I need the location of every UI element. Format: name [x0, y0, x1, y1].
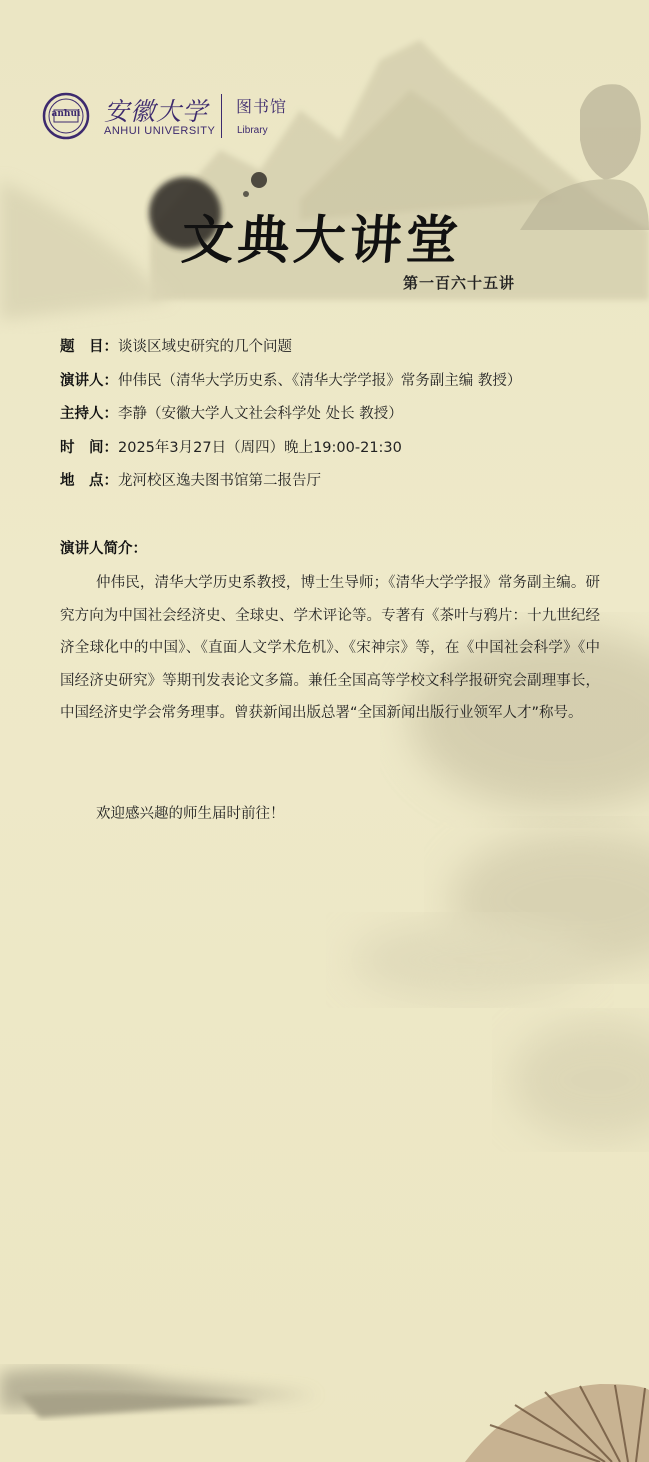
info-label: 题 目：	[60, 339, 118, 355]
info-row-location	[60, 470, 620, 504]
info-row-topic	[60, 336, 620, 370]
info-value: 仲伟民（清华大学历史系、《清华大学学报》常务副主编 教授）	[118, 372, 522, 389]
welcome-message: 欢迎感兴趣的师生届时前往！	[96, 806, 285, 822]
library-name-cn: 图书馆	[236, 97, 288, 116]
library-name-en: Library	[237, 125, 268, 136]
event-info	[60, 336, 620, 504]
info-value: 谈谈区域史研究的几个问题	[118, 339, 292, 355]
info-row-speaker	[60, 370, 620, 404]
bio-heading: 演讲人简介：	[60, 541, 147, 557]
folding-fan	[465, 1384, 649, 1462]
info-value: 李静（安徽大学人文社会科学处 处长 教授）	[118, 406, 403, 422]
info-row-time	[60, 437, 620, 471]
info-row-host	[60, 403, 620, 437]
info-label: 时 间：	[60, 439, 118, 456]
info-label: 演讲人：	[60, 372, 118, 389]
mountain-landscape	[0, 40, 649, 320]
series-number: 第一百六十五讲	[403, 274, 516, 292]
speaker-bio: 仲伟民，清华大学历史系教授，博士生导师；《清华大学学报》常务副主编。研究方向为中国社会经济史、全球史、学术评论等。专著有《茶叶与鸦片：十九世纪经济全球化中的中国》、《直面人文学术危机》、《宋神宗》等，在《中国社会科学》《中国经济史研究》等期刊发表论文多篇。兼任全国高等学校文科学报研究会副理事长，中国经济史学会常务理事。曾获新闻出版总署“全国新闻出版行业领军人才”称号。	[60, 575, 600, 721]
seal-text: anhui	[51, 109, 81, 119]
university-library-logo	[40, 90, 310, 142]
info-label: 主持人：	[60, 406, 118, 422]
info-label: 地 点：	[60, 473, 118, 489]
logo-divider	[221, 94, 222, 138]
university-name-en: ANHUI UNIVERSITY	[104, 125, 216, 137]
university-name-cn: 安徽大学	[104, 97, 209, 126]
info-value: 2025年3月27日（周四）晚上19:00-21:30	[118, 439, 402, 456]
bottom-mist	[0, 1368, 320, 1418]
info-value: 龙河校区逸夫图书馆第二报告厅	[118, 473, 321, 489]
poster-title: 文典大讲堂	[179, 210, 464, 271]
